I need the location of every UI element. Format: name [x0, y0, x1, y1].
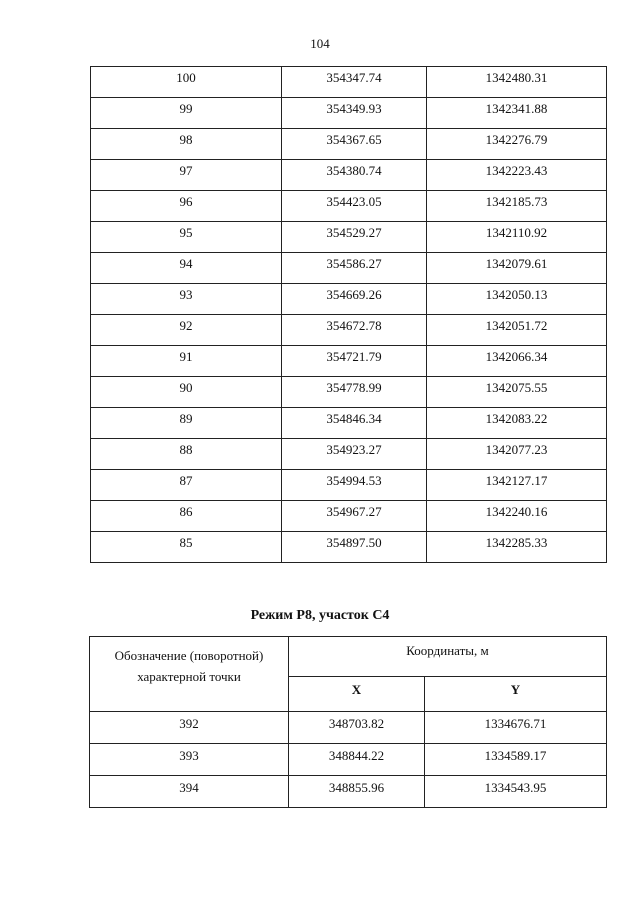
point-id-cell: 89: [91, 408, 282, 439]
y-coordinate-cell: 1342223.43: [427, 160, 607, 191]
table-row: [90, 776, 607, 808]
point-id-cell: 394: [90, 776, 289, 808]
table-row: [91, 160, 607, 191]
point-id-cell: 99: [91, 98, 282, 129]
table-row: [91, 98, 607, 129]
table-row: [91, 439, 607, 470]
y-coordinate-cell: 1342083.22: [427, 408, 607, 439]
x-coordinate-cell: 348844.22: [289, 744, 425, 776]
y-coordinate-cell: 1342066.34: [427, 346, 607, 377]
y-coordinate-cell: 1342341.88: [427, 98, 607, 129]
y-coordinate-cell: 1342127.17: [427, 470, 607, 501]
point-id-cell: 87: [91, 470, 282, 501]
point-id-cell: 85: [91, 532, 282, 563]
table-row: [91, 222, 607, 253]
x-coordinate-cell: 354367.65: [282, 129, 427, 160]
point-id-cell: 92: [91, 315, 282, 346]
y-coordinate-cell: 1342110.92: [427, 222, 607, 253]
table-row: [90, 744, 607, 776]
x-coordinate-cell: 354349.93: [282, 98, 427, 129]
table-row: [91, 532, 607, 563]
y-coordinate-cell: 1334589.17: [425, 744, 607, 776]
x-coordinate-cell: 354380.74: [282, 160, 427, 191]
y-coordinate-cell: 1334543.95: [425, 776, 607, 808]
table-row: [91, 377, 607, 408]
header-x: X: [289, 677, 425, 712]
table-row: [91, 470, 607, 501]
x-coordinate-cell: 348703.82: [289, 712, 425, 744]
point-id-cell: 392: [90, 712, 289, 744]
point-id-cell: 96: [91, 191, 282, 222]
point-id-cell: 393: [90, 744, 289, 776]
x-coordinate-cell: 354994.53: [282, 470, 427, 501]
header-coordinates: Координаты, м: [289, 637, 607, 677]
x-coordinate-cell: 354347.74: [282, 67, 427, 98]
table-row: [91, 408, 607, 439]
table-row: [91, 501, 607, 532]
coordinates-table-continued: [90, 66, 607, 563]
y-coordinate-cell: 1334676.71: [425, 712, 607, 744]
table-row: [91, 346, 607, 377]
point-id-cell: 98: [91, 129, 282, 160]
y-coordinate-cell: 1342050.13: [427, 284, 607, 315]
x-coordinate-cell: 354672.78: [282, 315, 427, 346]
x-coordinate-cell: 354778.99: [282, 377, 427, 408]
point-id-cell: 93: [91, 284, 282, 315]
x-coordinate-cell: 354586.27: [282, 253, 427, 284]
x-coordinate-cell: 354529.27: [282, 222, 427, 253]
x-coordinate-cell: 354669.26: [282, 284, 427, 315]
point-id-cell: 88: [91, 439, 282, 470]
y-coordinate-cell: 1342240.16: [427, 501, 607, 532]
table-row: [91, 315, 607, 346]
table-row: [91, 67, 607, 98]
header-y: Y: [425, 677, 607, 712]
y-coordinate-cell: 1342051.72: [427, 315, 607, 346]
y-coordinate-cell: 1342075.55: [427, 377, 607, 408]
y-coordinate-cell: 1342185.73: [427, 191, 607, 222]
y-coordinate-cell: 1342077.23: [427, 439, 607, 470]
y-coordinate-cell: 1342480.31: [427, 67, 607, 98]
table-row: [91, 253, 607, 284]
point-id-cell: 100: [91, 67, 282, 98]
table-row: [90, 712, 607, 744]
point-id-cell: 97: [91, 160, 282, 191]
point-id-cell: 86: [91, 501, 282, 532]
point-id-cell: 95: [91, 222, 282, 253]
coordinates-table-c4: [89, 636, 607, 808]
point-id-cell: 91: [91, 346, 282, 377]
table-row: [91, 284, 607, 315]
y-coordinate-cell: 1342285.33: [427, 532, 607, 563]
x-coordinate-cell: 354423.05: [282, 191, 427, 222]
point-id-cell: 90: [91, 377, 282, 408]
y-coordinate-cell: 1342079.61: [427, 253, 607, 284]
header-point-designation: Обозначение (поворотной) характерной точки: [90, 637, 289, 712]
x-coordinate-cell: 354897.50: [282, 532, 427, 563]
point-id-cell: 94: [91, 253, 282, 284]
page-number: 104: [310, 36, 330, 51]
table-row: [91, 191, 607, 222]
x-coordinate-cell: 354923.27: [282, 439, 427, 470]
y-coordinate-cell: 1342276.79: [427, 129, 607, 160]
section-title: Режим Р8, участок С4: [250, 608, 390, 623]
x-coordinate-cell: 354721.79: [282, 346, 427, 377]
x-coordinate-cell: 354967.27: [282, 501, 427, 532]
x-coordinate-cell: 354846.34: [282, 408, 427, 439]
x-coordinate-cell: 348855.96: [289, 776, 425, 808]
table-row: [91, 129, 607, 160]
